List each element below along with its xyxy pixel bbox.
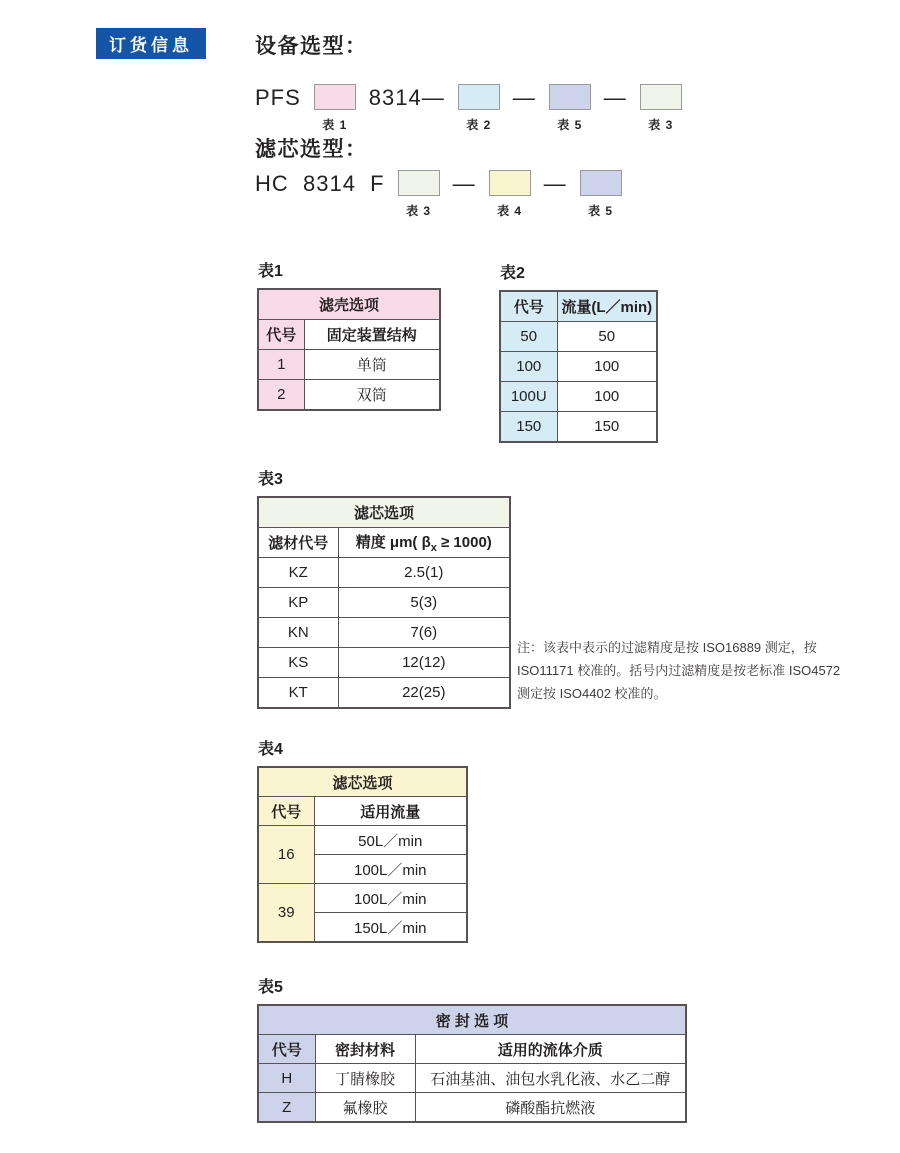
table-5-block	[257, 974, 687, 1123]
col-header-structure: 固定装置结构	[304, 320, 440, 350]
cell-value: 12(12)	[338, 648, 510, 678]
option-box-lavender	[549, 84, 591, 110]
table-row	[258, 497, 510, 528]
table-3-title: 表3	[258, 471, 283, 488]
cell-code: 2	[258, 380, 304, 411]
table-4-element-flow-options	[257, 766, 468, 943]
cell-value: 100	[557, 382, 657, 412]
table-5-seal-options	[257, 1004, 687, 1123]
table-row	[258, 289, 440, 320]
table-1-housing-options	[257, 288, 441, 411]
cell-value: 150	[557, 412, 657, 443]
option-box-label: 表 3	[406, 204, 432, 218]
table-4-header-cell: 滤芯选项	[258, 767, 467, 797]
col-header-precision	[338, 528, 510, 558]
precision-subscript: x	[430, 542, 437, 554]
cell-value: 150L／min	[314, 913, 467, 943]
cell-value: 100L／min	[314, 884, 467, 913]
table-1-title: 表1	[258, 263, 283, 280]
cell-code: KT	[258, 678, 338, 709]
table-row	[258, 648, 510, 678]
option-box-label: 表 2	[466, 118, 492, 132]
table-row	[258, 380, 440, 411]
device-model-box-table2	[458, 84, 500, 133]
option-box-blue	[458, 84, 500, 110]
device-model-box-table5	[549, 84, 591, 133]
cell-code: 100	[500, 352, 557, 382]
table-row	[258, 618, 510, 648]
table-2-flow-options	[499, 290, 658, 443]
col-header-seal-material: 密封材料	[315, 1035, 415, 1064]
cell-material: 氟橡胶	[315, 1093, 415, 1123]
table-2-title: 表2	[500, 265, 525, 282]
cell-value: 单筒	[304, 350, 440, 380]
option-box-pink	[314, 84, 356, 110]
table-row	[258, 678, 510, 709]
cell-code: H	[258, 1064, 315, 1093]
table-row	[258, 884, 467, 913]
cell-code: KZ	[258, 558, 338, 588]
cell-code: 50	[500, 322, 557, 352]
col-header-code: 代号	[258, 320, 304, 350]
cell-value: 50L／min	[314, 826, 467, 855]
cell-value: 2.5(1)	[338, 558, 510, 588]
table-5-title: 表5	[258, 979, 283, 996]
cell-value: 7(6)	[338, 618, 510, 648]
cell-code: 16	[258, 826, 314, 884]
table-row	[258, 528, 510, 558]
option-box-label: 表 5	[557, 118, 583, 132]
table-row	[258, 350, 440, 380]
table-row	[258, 1093, 686, 1123]
cell-value: 5(3)	[338, 588, 510, 618]
table-2-block	[499, 260, 658, 443]
device-model-code-row	[255, 84, 682, 133]
table-3-element-options	[257, 496, 511, 709]
col-header-flow: 流量(L／min)	[557, 291, 657, 322]
table-row	[258, 826, 467, 855]
table-row	[258, 797, 467, 826]
cell-code: KN	[258, 618, 338, 648]
model-dash: —	[452, 171, 476, 196]
table-3-header-cell: 滤芯选项	[258, 497, 510, 528]
table-row	[258, 558, 510, 588]
option-box-label: 表 3	[648, 118, 674, 132]
option-box-label: 表 4	[497, 204, 523, 218]
cell-value: 50	[557, 322, 657, 352]
cell-code: 39	[258, 884, 314, 943]
precision-suffix: ≥ 1000)	[436, 534, 492, 551]
cell-code: KP	[258, 588, 338, 618]
ordering-info-badge: 订货信息	[96, 28, 206, 59]
cell-material: 丁腈橡胶	[315, 1064, 415, 1093]
table-4-block	[257, 736, 468, 943]
table-row	[500, 382, 657, 412]
cell-code: 150	[500, 412, 557, 443]
cell-value: 100	[557, 352, 657, 382]
element-model-prefix: HC 8314 F	[255, 171, 385, 196]
table-1-block	[257, 258, 441, 411]
model-dash: —	[603, 85, 627, 110]
table-1-header-cell: 滤壳选项	[258, 289, 440, 320]
option-box-yellow	[489, 170, 531, 196]
table-row	[258, 588, 510, 618]
device-model-box-table1	[314, 84, 356, 133]
table-row	[500, 322, 657, 352]
option-box-green	[398, 170, 440, 196]
table-row	[258, 1035, 686, 1064]
option-box-lavender	[580, 170, 622, 196]
element-model-box-table5	[580, 170, 622, 219]
table-row	[258, 767, 467, 797]
table-row	[500, 291, 657, 322]
table-row	[258, 1064, 686, 1093]
element-model-box-table4	[489, 170, 531, 219]
cell-code: KS	[258, 648, 338, 678]
col-header-flow: 适用流量	[314, 797, 467, 826]
table-row	[500, 352, 657, 382]
option-box-label: 表 5	[588, 204, 614, 218]
element-model-code-row	[255, 170, 622, 219]
cell-value: 100L／min	[314, 855, 467, 884]
precision-standards-note: 注：该表中表示的过滤精度是按 ISO16889 测定，按 ISO11171 校准的。括号内过滤精度是按老标准 ISO4572 测定按 ISO4402 校准的。	[517, 640, 841, 701]
model-dash: —	[512, 85, 536, 110]
cell-value: 22(25)	[338, 678, 510, 709]
element-model-box-table3	[398, 170, 440, 219]
table-3-block	[257, 466, 511, 709]
cell-code: 1	[258, 350, 304, 380]
col-header-code: 代号	[258, 1035, 315, 1064]
option-box-label: 表 1	[322, 118, 348, 132]
option-box-green	[640, 84, 682, 110]
col-header-material-code: 滤材代号	[258, 528, 338, 558]
device-model-prefix: PFS	[255, 85, 301, 110]
device-model-box-table3	[640, 84, 682, 133]
model-dash: —	[543, 171, 567, 196]
element-selection-label: 滤芯选型：	[255, 138, 368, 161]
table-5-header-cell: 密 封 选 项	[258, 1005, 686, 1035]
col-header-code: 代号	[500, 291, 557, 322]
table-row	[258, 1005, 686, 1035]
cell-media: 石油基油、油包水乳化液、水乙二醇	[415, 1064, 686, 1093]
device-model-mid: 8314—	[368, 85, 445, 110]
cell-code: 100U	[500, 382, 557, 412]
cell-code: Z	[258, 1093, 315, 1123]
table-4-title: 表4	[258, 741, 283, 758]
cell-value: 双筒	[304, 380, 440, 411]
device-selection-label: 设备选型：	[255, 35, 368, 58]
col-header-fluid-media: 适用的流体介质	[415, 1035, 686, 1064]
col-header-code: 代号	[258, 797, 314, 826]
cell-media: 磷酸酯抗燃液	[415, 1093, 686, 1123]
table-row	[258, 320, 440, 350]
table-row	[500, 412, 657, 443]
precision-prefix: 精度 μm( β	[355, 534, 431, 551]
